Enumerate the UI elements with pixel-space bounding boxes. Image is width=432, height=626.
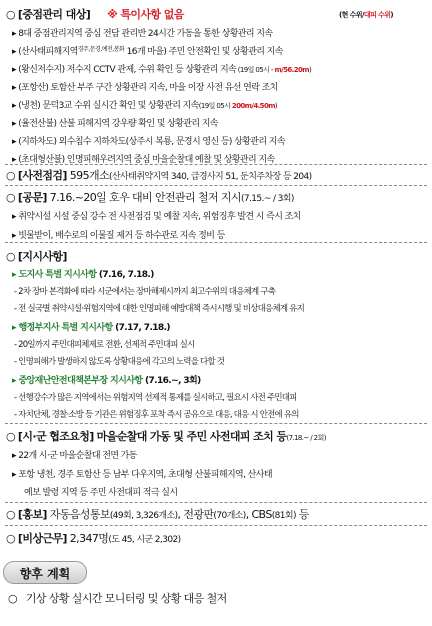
section-label: [지시사항] [17,250,67,263]
section-marker: ○ [6,250,15,263]
section-precheck [6,167,312,183]
cooperation-date: (7.18.~ / 2회) [286,434,326,442]
section-publicity: ○ [홍보] 자동음성통보(49회, 3,326개소), 전광판(70개소), CBS(81회) 등 [6,508,309,521]
precheck-detail: (산사태취약지역 340, 급경사지 51, 둔치주차장 등 204) [109,172,312,182]
section-marker: ○ [6,430,15,443]
list-item: ▸ (지하차도) 외수침수 지하차도(상주시 복룡, 문경시 영신 등) 상황관리 지속 [12,137,285,147]
section-label: [비상근무] [17,532,67,545]
precheck-count: 595개소 [69,169,110,182]
list-item: ▸ 빗물받이, 배수로의 이물질 제거 등 하수관로 지속 정비 등 [12,231,225,241]
section-label: [시·군 협조요청] [17,430,94,443]
cooperation-title: 마을순찰대 가동 및 주민 사전대피 조치 등 [96,430,287,443]
section-cooperation [6,428,326,444]
list-item: ▸ 포항 냉천, 경주 토함산 등 남부 다우지역, 초대형 산불피해지역, 산사태 [12,470,272,480]
section-marker: ○ [6,169,15,182]
list-item: ▸ 8대 중점관리지역 중심 전담 관리반 24시간 가동을 통한 상황관리 지속 [12,29,273,39]
section-instructions [6,248,67,264]
divider [5,242,427,243]
future-plan-title: 향후 계획 [19,567,71,581]
list-item: ▸ (냉천) 문덕3교 수위 실시간 확인 및 상황관리 지속(19일 05시 200m/4.50m) [12,101,278,111]
instruction-line: - 선행강수가 많은 지역에서는 위험지역 선제적 통제를 실시하고, 필요시 사전 주민대피 [14,393,297,403]
divider [5,502,427,503]
section-notice [6,189,294,205]
instruction-line: - 20일까지 주민대피체제로 전환, 선제적 주민대피 실시 [14,340,195,350]
notice-date: (7.15.~ / 3회) [240,194,294,204]
section-label: [홍보] [17,508,47,521]
list-item: ▸ (포항산) 토함산 부주 구간 상황관리 지속, 마을 이장 사전 유선 연락 조치 [12,83,278,93]
duty-detail: (도 45, 시군 2,302) [108,535,181,545]
list-item: ▸ 22개 시·군 마을순찰대 전면 가동 [12,451,137,461]
instruction-group-title: ▸ 중앙재난안전대책본부장 지시사항 (7.16.~, 3회) [12,376,201,386]
divider [5,164,427,165]
list-item: ▸ (왕신저수지) 저수지 CCTV 관제, 수위 확인 등 상황관리 지속 (19일 05시 - m/56.20m) [12,65,312,75]
divider [5,185,427,186]
list-item: ▸ (율전산불) 산불 피해지역 강우량 확인 및 상황관리 지속 [12,119,218,129]
instruction-group-title: ▸ 도지사 특별 지시사항 (7.16, 7.18.) [12,270,154,280]
divider [5,525,427,526]
list-item-cont: 예보 발령 지역 등 주민 사전대피 적극 실시 [24,488,178,498]
duty-count: 2,347명 [69,532,109,545]
list-item: ▸ 취약시설 시설 중심 강수 전 사전점검 및 예찰 지속, 위험징후 발견 시 즉시 조치 [12,212,301,222]
list-item: ▸ (초대형산불) 인명피해우려지역 중심 마을순찰대 예찰 및 상황관리 지속 [12,155,275,165]
unit-legend: (현 수위/대피 수위) [339,11,393,19]
instruction-line: - 전 실국별 취약시설·위험지역에 대한 인명피해 예방대책 즉시시행 및 비상대응체계 유지 [14,304,304,314]
section-label: [사전점검] [17,169,67,182]
section-marker: ○ [6,8,15,21]
instruction-line: - 자치단체, 경찰·소방 등 기관은 위험징후 포착 즉시 공유으로 대응, 대응 시 안전에 유의 [14,410,299,420]
section-label: [공문] [17,191,47,204]
instruction-line: - 2차 장마 본격화에 따라 시군에서는 장마해제시까지 최고수위의 대응체계 구축 [14,287,276,297]
future-plan-badge [3,561,87,584]
section-marker: ○ [8,592,17,605]
list-item: ▸ (산사태피해지역$^{경주,문경,예천,봉화}$ 16개 마을) 주민 안전확인 및 상황관리 지속 [12,46,283,57]
section-marker: ○ [6,532,15,545]
future-plan-item: ○ 기상 상황 실시간 모니터링 및 상황 대응 철저 [8,592,227,605]
notice-title: 7.16.~20일 호우 대비 안전관리 철저 지시 [49,191,241,204]
instruction-line: - 인명피해가 발생하지 않도록 상황대응에 각고의 노력을 다할 것 [14,357,225,367]
instruction-group-title: ▸ 행정부지사 특별 지시사항 (7.17, 7.18.) [12,323,170,333]
special-note: ※ 특이사항 없음 [107,8,184,21]
section-label: [중점관리 대상] [17,8,91,21]
section-focus-header [6,6,184,22]
divider [5,423,427,424]
section-emergency-duty [6,530,180,546]
section-marker: ○ [6,191,15,204]
section-marker: ○ [6,508,15,521]
